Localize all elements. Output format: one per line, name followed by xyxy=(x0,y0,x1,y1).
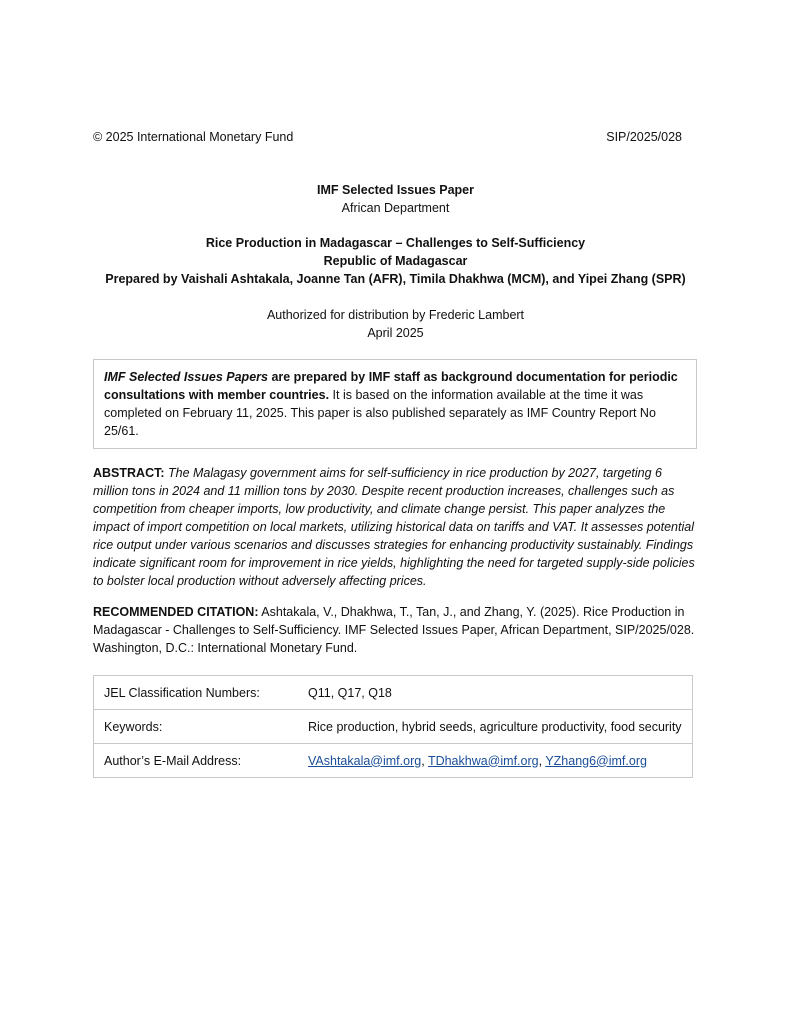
publication-date: April 2025 xyxy=(367,326,424,340)
department: African Department xyxy=(341,201,450,215)
email-list xyxy=(298,744,693,778)
abstract-label: ABSTRACT: xyxy=(93,466,165,480)
authorized-line: Authorized for distribution by Frederic Lambert xyxy=(266,308,525,322)
abstract-section xyxy=(93,464,697,590)
email-link-dhakhwa[interactable]: TDhakhwa@imf.org xyxy=(427,753,539,768)
table-row xyxy=(94,676,693,710)
abstract-text: The Malagasy government aims for self-sufficiency in rice production by 2027, targeting 6 million tons in 2024 and 11 million tons by 2030. Despite recent production increases, challenges such as competition from cheaper imports, low productivity, and climate change persist. This paper analyzes the impact of import competition on local markets, utilizing historical data on tariffs and VAT. It assesses potential rice output under various scenarios and discusses strategies for enhancing productivity sustainably. Findings indicate significant room for improvement in rice yields, highlighting the need for targeted supply-side policies to bolster local production without adversely affecting prices. xyxy=(93,466,695,588)
email-link-ashtakala[interactable]: VAshtakala@imf.org xyxy=(308,753,422,768)
email-separator: , xyxy=(421,753,428,768)
citation-label: RECOMMENDED CITATION: xyxy=(93,605,259,619)
email-separator: , xyxy=(538,753,546,768)
jel-value: Q11, Q17, Q18 xyxy=(298,676,693,710)
table-row xyxy=(94,710,693,744)
table-row xyxy=(94,744,693,778)
email-label: Author’s E-Mail Address: xyxy=(94,744,299,778)
disclaimer-text: It is based on the information available at the time it was completed on February 11, 2025. This paper is also published separately as IMF Country Report No 25/61. xyxy=(104,388,656,438)
paper-title: Rice Production in Madagascar – Challenges to Self-Sufficiency xyxy=(205,236,586,250)
classification-table xyxy=(93,675,693,778)
disclaimer-lead: IMF Selected Issues Papers xyxy=(104,370,268,384)
authors-line: Prepared by Vaishali Ashtakala, Joanne Tan (AFR), Timila Dhakhwa (MCM), and Yipei Zhang (SPR) xyxy=(105,272,686,286)
keywords-value: Rice production, hybrid seeds, agriculture productivity, food security xyxy=(298,710,693,744)
paper-id: SIP/2025/028 xyxy=(606,130,682,144)
disclaimer-bold: are prepared by IMF staff as background documentation for periodic consultations with member countries. xyxy=(104,370,678,402)
email-link-zhang[interactable]: YZhang6@imf.org xyxy=(545,753,647,768)
keywords-label: Keywords: xyxy=(94,710,299,744)
country-name: Republic of Madagascar xyxy=(323,254,468,268)
citation-section xyxy=(93,603,697,657)
jel-label: JEL Classification Numbers: xyxy=(94,676,299,710)
series-title: IMF Selected Issues Paper xyxy=(316,183,474,197)
disclaimer-box xyxy=(93,359,697,449)
copyright-notice: © 2025 International Monetary Fund xyxy=(93,130,294,144)
citation-text: Ashtakala, V., Dhakhwa, T., Tan, J., and Zhang, Y. (2025). Rice Production in Madagascar - Challenges to Self-Sufficiency. IMF Selected Issues Paper, African Department, SIP/2025/028. Washington, D.C.: International Monetary Fund. xyxy=(93,605,695,655)
page-header xyxy=(93,130,682,144)
